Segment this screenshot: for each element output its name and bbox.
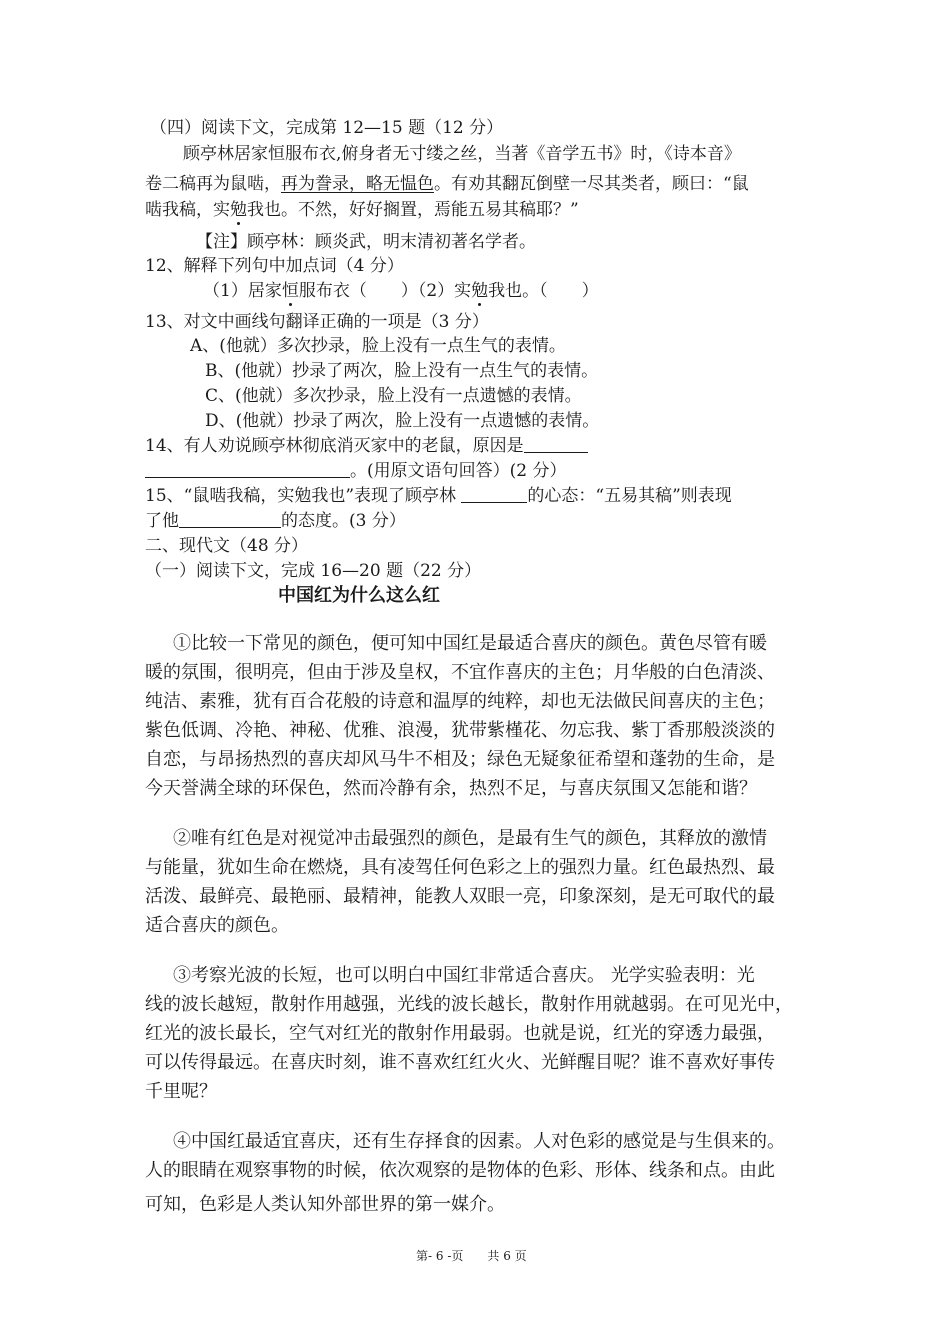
question-15-line-2: 了他 的态度。(3 分） (145, 511, 406, 531)
paragraph-4-line: 人的眼睛在观察事物的时候，依次观察的是物体的色彩、形体、线条和点。由此 (145, 1160, 775, 1181)
paragraph-1-line: 今天誉满全球的环保色，然而冷静有余，热烈不足，与喜庆氛围又怎能和谐？ (145, 778, 757, 799)
paragraph-1-line: 暖的氛围，很明亮，但由于涉及皇权，不宜作喜庆的主色；月华般的白色清淡、 (145, 662, 775, 683)
paragraph-2-line: 与能量，犹如生命在燃烧，具有凌驾任何色彩之上的强烈力量。红色最热烈、最 (145, 857, 775, 878)
answer-blank[interactable] (461, 486, 527, 503)
paragraph-3-line: 可以传得最远。在喜庆时刻，谁不喜欢红红火火、光鲜醒目呢？谁不喜欢好事传 (145, 1052, 775, 1073)
part-2-heading: 二、现代文（48 分） (145, 536, 309, 556)
note: 【注】顾亭林：顾炎武，明末清初著名学者。 (196, 232, 536, 252)
paragraph-3-line: 线的波长越短，散射作用越强，光线的波长越长，散射作用就越弱。在可见光中， (145, 994, 793, 1015)
underlined-sentence: 再为誊录，略无愠色 (281, 174, 434, 194)
paragraph-2-line: 活泼、最鲜亮、最艳丽、最精神，能教人双眼一亮，印象深刻，是无可取代的最 (145, 886, 775, 907)
paragraph-1-line: 紫色低调、冷艳、神秘、优雅、浪漫，犹带紫槿花、勿忘我、紫丁香那般淡淡的 (145, 720, 775, 741)
page-footer: 第- 6 -页 共 6 页 (416, 1249, 527, 1263)
passage-line-2: 卷二稿再为鼠啮，再为誊录，略无愠色。有劝其翻瓦倒壁一尽其类者，顾曰：“鼠 (145, 174, 749, 194)
answer-blank[interactable] (145, 461, 350, 478)
passage-line-3: 啮我稿，实勉我也。不然，好好搁置，焉能五易其稿耶？” (145, 200, 579, 220)
section-4-heading: （四）阅读下文，完成第 12—15 题（12 分） (150, 118, 504, 138)
answer-blank[interactable] (524, 436, 588, 453)
dotted-word: 勉 (230, 200, 247, 220)
question-15: 15、“鼠啮我稿，实勉我也”表现了顾亭林 的心态：“五易其稿”则表现 (145, 486, 732, 506)
question-12: 12、解释下列句中加点词（4 分） (145, 256, 404, 276)
dotted-word: 勉 (471, 281, 489, 301)
paragraph-1-line: 自恋，与昂扬热烈的喜庆却风马牛不相及；绿色无疑象征希望和蓬勃的生命，是 (145, 749, 775, 770)
question-13-option-a: A、(他就）多次抄录，脸上没有一点生气的表情。 (190, 336, 566, 356)
paragraph-2-line: 适合喜庆的颜色。 (145, 915, 289, 936)
paragraph-2-line: ②唯有红色是对视觉冲击最强烈的颜色，是最有生气的颜色，其释放的激情 (173, 828, 767, 849)
question-13: 13、对文中画线句翻译正确的一项是（3 分） (145, 312, 489, 332)
question-13-option-c: C、(他就）多次抄录，脸上没有一点遗憾的表情。 (205, 386, 582, 406)
question-13-option-b: B、(他就）抄录了两次，脸上没有一点生气的表情。 (205, 361, 599, 381)
paragraph-3-line: 红光的波长最长，空气对红光的散射作用最弱。也就是说，红光的穿透力最强， (145, 1023, 775, 1044)
question-14: 14、有人劝说顾亭林彻底消灭家中的老鼠，原因是 (145, 435, 588, 457)
paragraph-1-line: ①比较一下常见的颜色，便可知中国红是最适合喜庆的颜色。黄色尽管有暖 (173, 633, 767, 654)
question-14-line-2: 。(用原文语句回答）(2 分） (145, 460, 566, 482)
passage-line-1: 顾亭林居家恒服布衣,俯身者无寸缕之丝，当著《音学五书》时，《诗本音》 (183, 144, 741, 164)
question-13-option-d: D、(他就）抄录了两次，脸上没有一点遗憾的表情。 (205, 411, 600, 431)
paragraph-3-line: ③考察光波的长短，也可以明白中国红非常适合喜庆。 光学实验表明：光 (173, 965, 755, 986)
paragraph-1-line: 纯洁、素雅，犹有百合花般的诗意和温厚的纯粹，却也无法做民间喜庆的主色； (145, 691, 775, 712)
article-title: 中国红为什么这么红 (278, 585, 440, 606)
paragraph-4-line: ④中国红最适宜喜庆，还有生存择食的因素。人对色彩的感觉是与生俱来的。 (173, 1131, 785, 1152)
answer-blank[interactable] (179, 511, 281, 528)
part-2-subheading: （一）阅读下文，完成 16—20 题（22 分） (145, 561, 482, 581)
dotted-word: 恒 (281, 281, 299, 301)
paragraph-3-line: 千里呢？ (145, 1081, 217, 1102)
question-12-items: （1）居家恒服布衣（ ）（2）实勉我也。（ ） (203, 281, 599, 301)
paragraph-4-line: 可知，色彩是人类认知外部世界的第一媒介。 (145, 1194, 505, 1215)
